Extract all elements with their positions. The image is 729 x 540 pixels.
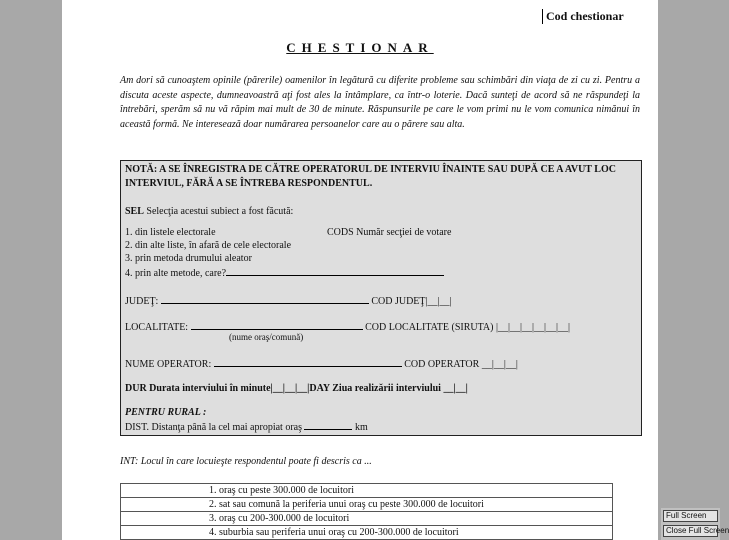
sel-option-3: 3. prin metoda drumului aleator xyxy=(125,253,252,264)
int-instruction: INT: Locul în care locuieşte respondentul poate fi descris ca ... xyxy=(120,456,372,467)
operator-line xyxy=(214,357,402,367)
note-line-2: INTERVIUL, FĂRĂ A SE ÎNTREBA RESPONDENTUL. xyxy=(125,178,373,189)
sel-code: SEL xyxy=(125,206,144,217)
answer-line xyxy=(226,266,444,276)
choice-cell: 1. oraş cu peste 300.000 de locuitori xyxy=(121,484,613,498)
intro-paragraph: Am dori să cunoaştem opinile (părerile) oamenilor în legătură cu diferite probleme sau schimbări din viaţa de zi cu zi. Pentru a discuta aceste aspecte, dumneavoastră aţi fost ales la întâmplare, ca într-o loterie. Dacă sunteţi de acord să ne răspundeţi la întrebări, sperăm să nu vă răpim mai mult de 30 de minute. Răspunsurile pe care le vom primi nu le vom comunica nimănui în această formă. Ne interesează doar numărarea persoanelor care au o părere sau alta. xyxy=(120,75,640,131)
pentru-rural-label: PENTRU RURAL : xyxy=(125,407,207,418)
full-screen-button[interactable]: Full Screen xyxy=(663,510,718,522)
cod-operator: COD OPERATOR __|__|__| xyxy=(404,359,518,370)
distance-line xyxy=(304,420,352,430)
table-row xyxy=(121,484,613,498)
cod-chestionar-label: Cod chestionar xyxy=(542,9,624,24)
table-row xyxy=(121,512,613,526)
document-page xyxy=(62,0,658,540)
distance-field: DIST. Distanţa până la cel mai apropiat oraş km xyxy=(125,422,368,433)
operator-field: NUME OPERATOR: COD OPERATOR __|__|__| xyxy=(125,359,518,370)
judet-line xyxy=(161,294,369,304)
localitate-field: LOCALITATE: COD LOCALITATE (SIRUTA) |__|__|__|__|__|__| xyxy=(125,322,570,333)
close-full-screen-button[interactable]: Close Full Screen xyxy=(663,525,718,537)
note-line-1: NOTĂ: A SE ÎNREGISTRA DE CĂTRE OPERATORUL DE INTERVIU ÎNAINTE SAU DUPĂ CE A AVUT LOC xyxy=(125,164,616,175)
operator-note-box xyxy=(120,160,642,436)
sel-option-1: 1. din listele electorale xyxy=(125,227,216,238)
cod-localitate: COD LOCALITATE (SIRUTA) |__|__|__|__|__|__| xyxy=(365,322,570,333)
cod-judet: COD JUDEŢ|__|__| xyxy=(371,296,452,307)
localitate-hint: (nume oraş/comună) xyxy=(229,332,304,342)
table-row xyxy=(121,526,613,540)
cods-label: CODS Număr secţiei de votare xyxy=(327,227,452,238)
localitate-line xyxy=(191,320,363,330)
locality-choices-table xyxy=(120,483,613,540)
sel-option-4: 4. prin alte metode, care? xyxy=(125,266,444,279)
duration-line: DUR Durata interviului în minute|__|__|__|DAY Ziua realizării interviului __|__| xyxy=(125,383,468,394)
page-title: CHESTIONAR xyxy=(286,40,434,55)
choice-cell: 4. suburbia sau periferia unui oraş cu 200-300.000 de locuitori xyxy=(121,526,613,540)
table-row xyxy=(121,498,613,512)
sel-option-2: 2. din alte liste, în afară de cele electorale xyxy=(125,240,292,251)
sel-text: Selecţia acestui subiect a fost făcută: xyxy=(146,206,294,217)
choice-cell: 3. oraş cu 200-300.000 de locuitori xyxy=(121,512,613,526)
choice-cell: 2. sat sau comună la periferia unui oraş cu peste 300.000 de locuitori xyxy=(121,498,613,512)
judet-field: JUDEŢ: COD JUDEŢ|__|__| xyxy=(125,296,452,307)
sel-question xyxy=(125,206,293,217)
